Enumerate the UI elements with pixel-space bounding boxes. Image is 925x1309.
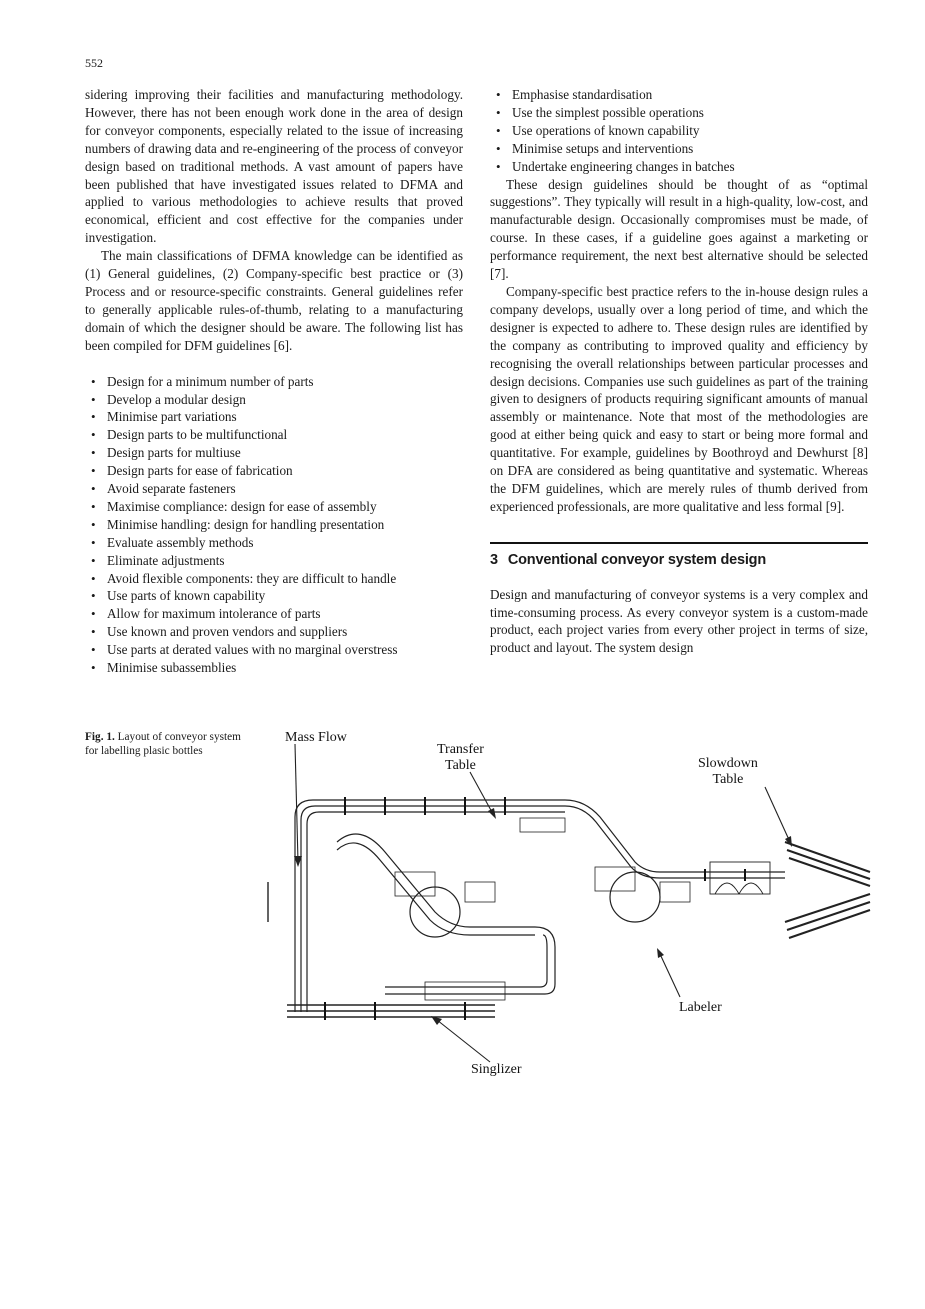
body-paragraph: These design guidelines should be thought of as “optimal suggestions”. They typically will result in a high-quality, low-cost, and manufacturable design. Occasionally compromises must be made, of course. In these cases, if a guideline goes against a marketing or performance requirement, the next best alternative should be selected [7]. [490,176,868,282]
dfm-guidelines-list-continued [490,86,868,176]
label-slowdown-line1: Slowdown [698,756,758,771]
left-column [85,86,463,677]
section-title: Conventional conveyor system design [507,551,766,568]
list-item: • Emphasise standardisation [490,86,868,104]
list-item: • Use the simplest possible operations [490,104,868,122]
label-transfer-line1: Transfer [437,742,484,757]
list-item: • Design parts for ease of fabrication [85,462,463,480]
label-singlizer: Singlizer [471,1062,522,1077]
section-rule [490,542,868,544]
label-slowdown-line2: Table [712,772,744,787]
dfm-guidelines-list [85,373,463,677]
label-transfer-table [437,742,484,774]
list-item: • Use known and proven vendors and suppliers [85,623,463,641]
list-item: • Use operations of known capability [490,122,868,140]
caption-text: Layout of conveyor system for labelling plasic bottles [85,731,241,757]
list-item: • Minimise subassemblies [85,659,463,677]
conveyor-layout-figure [265,722,875,1092]
page-number: 552 [85,56,103,70]
section-number: 3 [490,551,498,568]
list-item: • Evaluate assembly methods [85,534,463,552]
section-heading [490,552,868,570]
list-item: • Use parts of known capability [85,587,463,605]
list-item: • Develop a modular design [85,391,463,409]
body-paragraph: The main classifications of DFMA knowledge can be identified as (1) General guidelines, (2) Company-specific best practice or (3) Process and or resource-specific constraints. General guidelines refer to generally applicable rules-of-thumb, relating to a manufacturing domain of which the designer should be aware. The following list has been compiled for DFM guidelines [6]. [85,248,463,353]
label-slowdown-table [698,756,758,788]
body-paragraph: Company-specific best practice refers to the in-house design rules a company develops, usually over a long period of time, and which the designer is expected to adhere to. These design rules are identified by the company as contributing to improved quality and efficiency by recognising the overall relationships between particular processes and design decisions. Companies use such guidelines as part of the training given to designers of products requiring significant amounts of manual assembly or maintenance. Note that most of the methodologies are good at either being quick and easy to start or being more formal and quantitative. For example, guidelines by Boothroyd and Dewhurst [8] on DFA are considered as being quantitative and systematic. Whereas the DFM guidelines, which are merely rules of thumb derived from experienced professionals, are more qualitative and less formal [9]. [490,283,868,514]
caption-label: Fig. 1. [85,731,115,743]
list-item: • Design for a minimum number of parts [85,373,463,391]
label-labeler: Labeler [679,1000,722,1015]
label-mass-flow: Mass Flow [285,730,347,745]
list-item: • Avoid separate fasteners [85,480,463,498]
list-item: • Use parts at derated values with no marginal overstress [85,641,463,659]
list-item: • Design parts for multiuse [85,444,463,462]
list-item: • Minimise handling: design for handling presentation [85,516,463,534]
list-item: • Avoid flexible components: they are difficult to handle [85,570,463,588]
list-item: • Allow for maximum intolerance of parts [85,605,463,623]
list-item: • Design parts to be multifunctional [85,426,463,444]
list-item: • Eliminate adjustments [85,552,463,570]
list-item: • Minimise setups and interventions [490,140,868,158]
body-paragraph: sidering improving their facilities and manufacturing methodology. However, there has not been enough work done in the area of design for conveyor components, especially related to the issue of increasing numbers of drawing data and re-engineering of the process of conveyor design based on traditional methods. A vast amount of papers have been published that have investigated issues related to DFMA and applied to various methodologies to achieve results that proved economical, efficient and cost effective for the companies under investigation. [85,87,463,246]
list-item: • Maximise compliance: design for ease of assembly [85,498,463,516]
list-item: • Undertake engineering changes in batches [490,158,868,176]
body-paragraph: Design and manufacturing of conveyor systems is a very complex and time-consuming process. As every conveyor system is a custom-made product, each project varies from every other project in terms of size, product and layout. The system design [490,586,868,656]
right-column [490,86,868,657]
figure-caption [85,730,255,758]
label-transfer-line2: Table [445,758,476,773]
conveyor-layout-drawing [265,722,875,1092]
list-item: • Minimise part variations [85,408,463,426]
